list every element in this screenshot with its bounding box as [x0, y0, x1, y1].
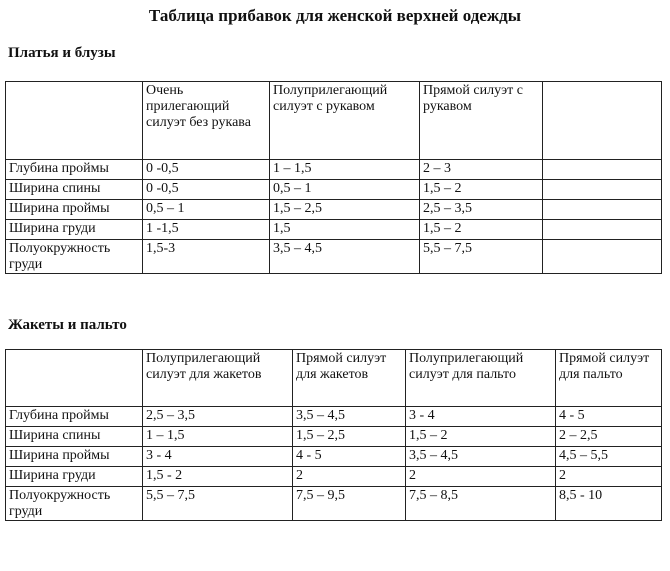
row-label: Ширина проймы — [6, 200, 143, 220]
table-cell: 1,5 – 2 — [420, 220, 543, 240]
table-cell: 5,5 – 7,5 — [143, 487, 293, 521]
table-row — [6, 407, 662, 427]
table-cell: 1,5 – 2,5 — [293, 427, 406, 447]
header-cell — [543, 82, 662, 160]
row-label: Ширина спины — [6, 180, 143, 200]
table-cell: 5,5 – 7,5 — [420, 240, 543, 274]
table-cell: 1,5 – 2 — [406, 427, 556, 447]
table-cell: 0 -0,5 — [143, 160, 270, 180]
table-cell: 4 - 5 — [293, 447, 406, 467]
dresses-table — [5, 81, 662, 274]
page-title: Таблица прибавок для женской верхней одежды — [148, 6, 522, 25]
table-row — [6, 447, 662, 467]
table-cell: 3,5 – 4,5 — [270, 240, 420, 274]
table-cell: 1,5 — [270, 220, 420, 240]
jackets-table — [5, 349, 662, 521]
section-title-dresses: Платья и блузы — [8, 45, 116, 61]
table-row — [6, 220, 662, 240]
table-row — [6, 240, 662, 274]
table-row — [6, 487, 662, 521]
table-cell: 1 -1,5 — [143, 220, 270, 240]
row-label: Ширина проймы — [6, 447, 143, 467]
header-cell: Прямой силуэт для пальто — [556, 350, 662, 407]
table-cell — [543, 220, 662, 240]
table-cell — [543, 180, 662, 200]
table-cell: 2,5 – 3,5 — [143, 407, 293, 427]
table-cell: 2 — [556, 467, 662, 487]
table-row — [6, 427, 662, 447]
table-row — [6, 467, 662, 487]
row-label: Ширина спины — [6, 427, 143, 447]
header-cell — [6, 82, 143, 160]
table-cell: 2 – 2,5 — [556, 427, 662, 447]
table-cell: 4,5 – 5,5 — [556, 447, 662, 467]
table-cell: 2,5 – 3,5 — [420, 200, 543, 220]
table-cell — [543, 240, 662, 274]
header-cell: Очень прилегающий силуэт без рукава — [143, 82, 270, 160]
table-cell: 0,5 – 1 — [143, 200, 270, 220]
table-cell: 1,5 – 2 — [420, 180, 543, 200]
section-title-jackets: Жакеты и пальто — [8, 317, 127, 333]
table-header-row — [6, 82, 662, 160]
row-label: Глубина проймы — [6, 160, 143, 180]
table-cell: 4 - 5 — [556, 407, 662, 427]
table-row — [6, 180, 662, 200]
header-cell: Полуприлегающий силуэт с рукавом — [270, 82, 420, 160]
table-cell — [543, 160, 662, 180]
header-cell: Прямой силуэт с рукавом — [420, 82, 543, 160]
header-cell: Полуприлегающий силуэт для пальто — [406, 350, 556, 407]
table-cell: 1,5 – 2,5 — [270, 200, 420, 220]
table-cell — [543, 200, 662, 220]
header-cell: Прямой силуэт для жакетов — [293, 350, 406, 407]
table-cell: 1 – 1,5 — [270, 160, 420, 180]
row-label: Ширина груди — [6, 220, 143, 240]
table-cell: 1,5 - 2 — [143, 467, 293, 487]
table-row — [6, 200, 662, 220]
table-cell: 0 -0,5 — [143, 180, 270, 200]
table-cell: 2 — [293, 467, 406, 487]
table-cell: 2 – 3 — [420, 160, 543, 180]
row-label: Полуокружность груди — [6, 487, 143, 521]
table-cell: 3 - 4 — [406, 407, 556, 427]
table-cell: 3,5 – 4,5 — [293, 407, 406, 427]
table-cell: 1,5-3 — [143, 240, 270, 274]
table-cell: 3 - 4 — [143, 447, 293, 467]
table-header-row — [6, 350, 662, 407]
row-label: Полуокружность груди — [6, 240, 143, 274]
table-cell: 8,5 - 10 — [556, 487, 662, 521]
table-cell: 7,5 – 8,5 — [406, 487, 556, 521]
header-cell: Полуприлегающий силуэт для жакетов — [143, 350, 293, 407]
row-label: Глубина проймы — [6, 407, 143, 427]
table-cell: 1 – 1,5 — [143, 427, 293, 447]
table-cell: 0,5 – 1 — [270, 180, 420, 200]
table-cell: 3,5 – 4,5 — [406, 447, 556, 467]
header-cell — [6, 350, 143, 407]
table-row — [6, 160, 662, 180]
table-cell: 2 — [406, 467, 556, 487]
table-cell: 7,5 – 9,5 — [293, 487, 406, 521]
row-label: Ширина груди — [6, 467, 143, 487]
